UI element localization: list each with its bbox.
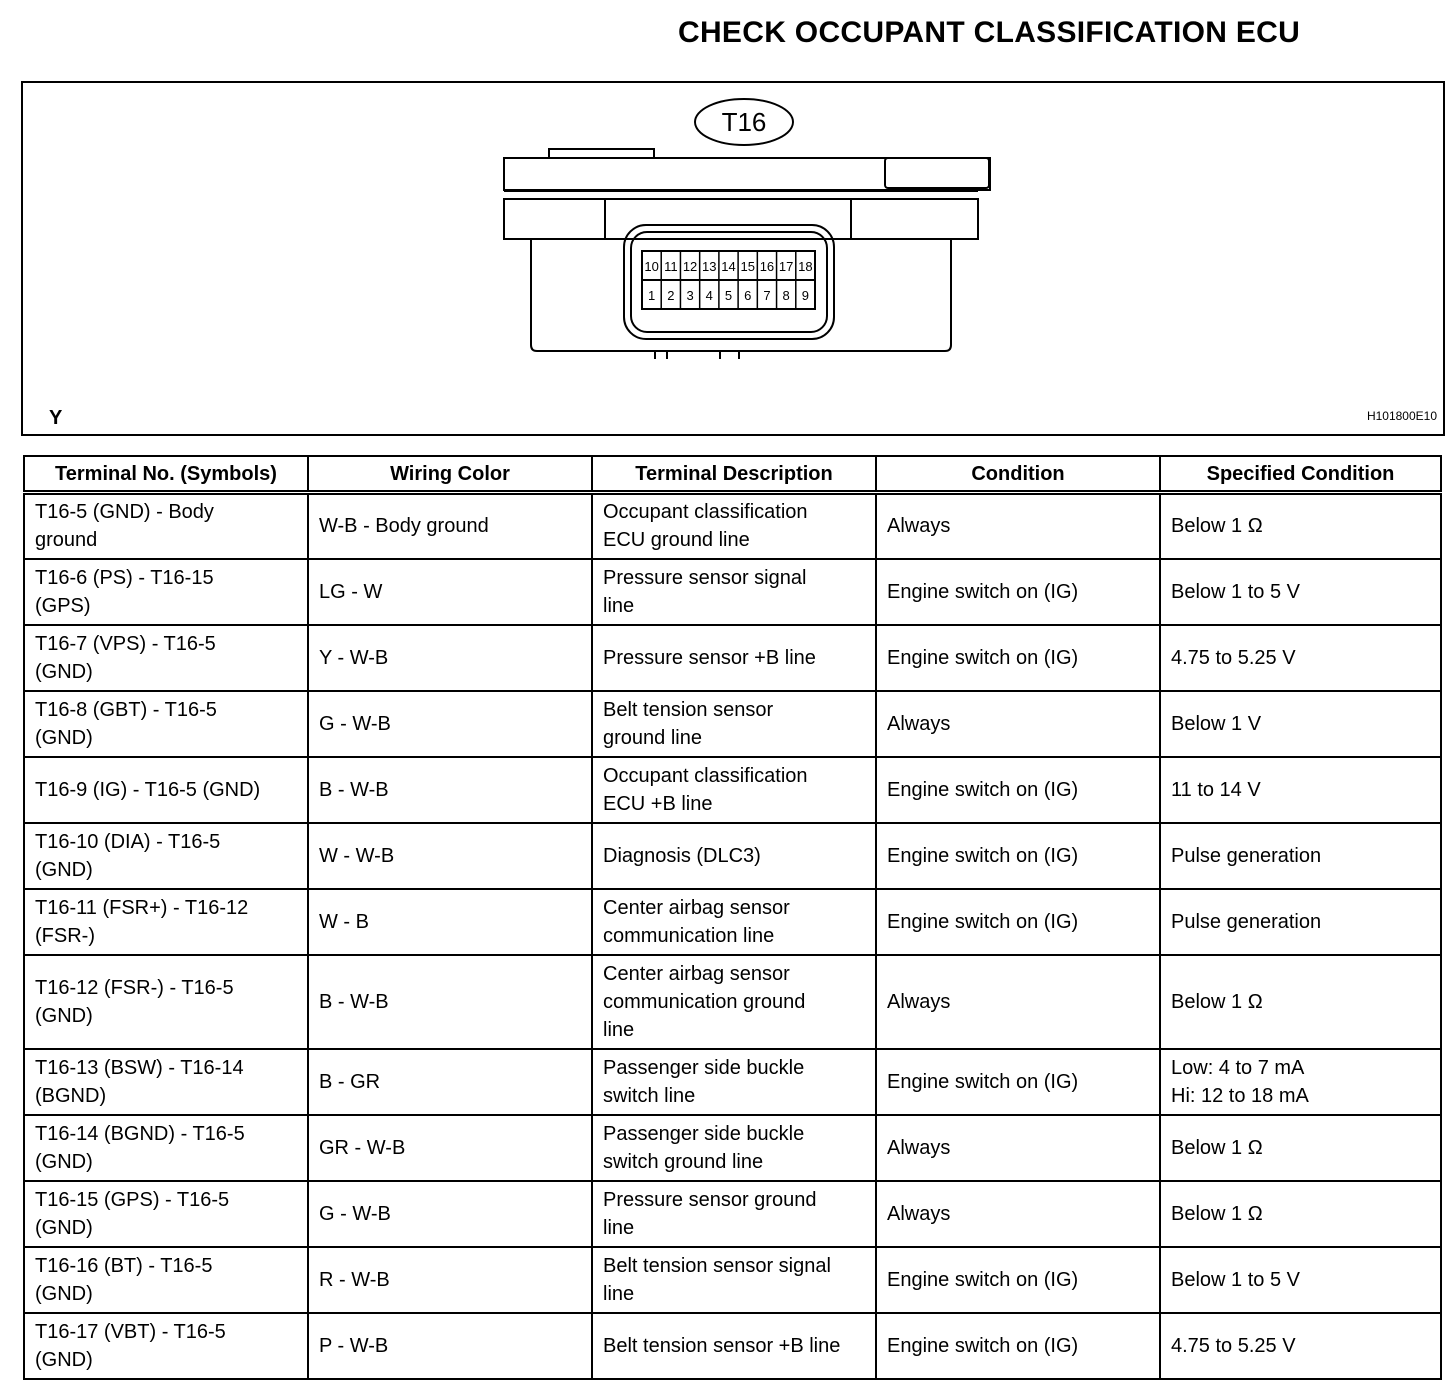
table-row — [24, 1115, 1441, 1181]
wiring-color-cell: W - B — [308, 889, 592, 955]
description-cell: Occupant classification ECU +B line — [592, 757, 876, 823]
figure-code: H101800E10 — [1366, 409, 1437, 423]
table-row — [24, 1049, 1441, 1115]
table-row — [24, 889, 1441, 955]
specified-condition-cell: Below 1 Ω — [1160, 1181, 1441, 1247]
terminal-cell: T16-13 (BSW) - T16-14 (BGND) — [24, 1049, 308, 1115]
pin-number: 13 — [702, 259, 717, 274]
description-cell: Belt tension sensor signal line — [592, 1247, 876, 1313]
table-row — [24, 1313, 1441, 1379]
terminal-cell: T16-17 (VBT) - T16-5 (GND) — [24, 1313, 308, 1379]
specified-condition-cell: 4.75 to 5.25 V — [1160, 1313, 1441, 1379]
pin-number: 7 — [763, 288, 771, 303]
terminal-cell: T16-15 (GPS) - T16-5 (GND) — [24, 1181, 308, 1247]
terminal-cell: T16-8 (GBT) - T16-5 (GND) — [24, 691, 308, 757]
description-cell: Occupant classification ECU ground line — [592, 493, 876, 559]
wiring-color-cell: B - GR — [308, 1049, 592, 1115]
condition-cell: Engine switch on (IG) — [876, 559, 1160, 625]
wiring-color-cell: G - W-B — [308, 691, 592, 757]
specified-condition-cell: 4.75 to 5.25 V — [1160, 625, 1441, 691]
pin-number: 8 — [782, 288, 790, 303]
condition-cell: Engine switch on (IG) — [876, 757, 1160, 823]
pin-number: 17 — [778, 259, 794, 274]
connector-label: T16 — [721, 107, 767, 137]
table-row — [24, 823, 1441, 889]
condition-cell: Engine switch on (IG) — [876, 889, 1160, 955]
terminal-cell: T16-7 (VPS) - T16-5 (GND) — [24, 625, 308, 691]
description-cell: Center airbag sensor communication ground line — [592, 955, 876, 1049]
connector-diagram — [23, 83, 1443, 434]
description-cell: Pressure sensor +B line — [592, 625, 876, 691]
pin-number: 1 — [647, 288, 656, 303]
page-title: CHECK OCCUPANT CLASSIFICATION ECU — [678, 16, 1301, 49]
terminal-cell: T16-5 (GND) - Body ground — [24, 493, 308, 559]
condition-cell: Engine switch on (IG) — [876, 1313, 1160, 1379]
wiring-color-cell: P - W-B — [308, 1313, 592, 1379]
table-row — [24, 559, 1441, 625]
condition-cell: Engine switch on (IG) — [876, 625, 1160, 691]
terminal-cell: T16-6 (PS) - T16-15 (GPS) — [24, 559, 308, 625]
pin-number: 9 — [801, 288, 810, 303]
specified-condition-cell: 11 to 14 V — [1160, 757, 1441, 823]
pin-number: 2 — [667, 288, 675, 303]
specified-condition-cell: Below 1 V — [1160, 691, 1441, 757]
terminal-cell: T16-9 (IG) - T16-5 (GND) — [24, 757, 308, 823]
description-cell: Passenger side buckle switch line — [592, 1049, 876, 1115]
pin-number: 18 — [798, 259, 813, 274]
pin-number: 11 — [664, 259, 678, 274]
terminal-cell: T16-10 (DIA) - T16-5 (GND) — [24, 823, 308, 889]
header-terminal-description: Terminal Description — [592, 456, 876, 493]
description-cell: Center airbag sensor communication line — [592, 889, 876, 955]
header-specified-condition: Specified Condition — [1160, 456, 1441, 493]
condition-cell: Engine switch on (IG) — [876, 1049, 1160, 1115]
view-label: Y — [49, 407, 63, 429]
specified-condition-cell: Below 1 to 5 V — [1160, 1247, 1441, 1313]
table-row — [24, 1181, 1441, 1247]
pin-number: 5 — [724, 288, 733, 303]
condition-cell: Always — [876, 691, 1160, 757]
wiring-color-cell: GR - W-B — [308, 1115, 592, 1181]
table-row — [24, 1247, 1441, 1313]
wiring-color-cell: G - W-B — [308, 1181, 592, 1247]
header-terminal: Terminal No. (Symbols) — [24, 456, 308, 493]
table-row — [24, 757, 1441, 823]
description-cell: Diagnosis (DLC3) — [592, 823, 876, 889]
specified-condition-cell: Below 1 Ω — [1160, 955, 1441, 1049]
table-row — [24, 625, 1441, 691]
specified-condition-cell: Below 1 Ω — [1160, 493, 1441, 559]
wiring-color-cell: R - W-B — [308, 1247, 592, 1313]
connector-figure — [21, 81, 1445, 436]
pin-number: 16 — [759, 259, 775, 274]
wiring-color-cell: W-B - Body ground — [308, 493, 592, 559]
pin-number: 14 — [721, 259, 736, 274]
wiring-color-cell: Y - W-B — [308, 625, 592, 691]
terminal-cell: T16-11 (FSR+) - T16-12 (FSR-) — [24, 889, 308, 955]
pin-number: 3 — [686, 288, 694, 303]
terminal-cell: T16-14 (BGND) - T16-5 (GND) — [24, 1115, 308, 1181]
condition-cell: Always — [876, 1181, 1160, 1247]
terminal-cell: T16-16 (BT) - T16-5 (GND) — [24, 1247, 308, 1313]
wiring-color-cell: B - W-B — [308, 955, 592, 1049]
specified-condition-cell: Below 1 to 5 V — [1160, 559, 1441, 625]
condition-cell: Always — [876, 955, 1160, 1049]
description-cell: Pressure sensor signal line — [592, 559, 876, 625]
specified-condition-cell: Low: 4 to 7 mA Hi: 12 to 18 mA — [1160, 1049, 1441, 1115]
specified-condition-cell: Pulse generation — [1160, 823, 1441, 889]
pin-number: 10 — [644, 259, 659, 274]
description-cell: Belt tension sensor ground line — [592, 691, 876, 757]
pin-number: 12 — [682, 259, 698, 274]
table-row — [24, 691, 1441, 757]
wiring-color-cell: W - W-B — [308, 823, 592, 889]
pin-number: 4 — [705, 288, 713, 303]
table-row — [24, 493, 1441, 559]
table-body — [24, 493, 1441, 1379]
description-cell: Belt tension sensor +B line — [592, 1313, 876, 1379]
pin-number: 6 — [744, 288, 752, 303]
table-row — [24, 955, 1441, 1049]
description-cell: Pressure sensor ground line — [592, 1181, 876, 1247]
terminal-cell: T16-12 (FSR-) - T16-5 (GND) — [24, 955, 308, 1049]
table-header-row — [24, 456, 1441, 493]
condition-cell: Engine switch on (IG) — [876, 1247, 1160, 1313]
connector-body — [504, 149, 990, 359]
description-cell: Passenger side buckle switch ground line — [592, 1115, 876, 1181]
condition-cell: Always — [876, 1115, 1160, 1181]
pin-number: 15 — [740, 259, 755, 274]
specified-condition-cell: Below 1 Ω — [1160, 1115, 1441, 1181]
wiring-color-cell: LG - W — [308, 559, 592, 625]
condition-cell: Engine switch on (IG) — [876, 823, 1160, 889]
specification-table — [23, 455, 1442, 1380]
wiring-color-cell: B - W-B — [308, 757, 592, 823]
header-condition: Condition — [876, 456, 1160, 493]
specified-condition-cell: Pulse generation — [1160, 889, 1441, 955]
header-wiring-color: Wiring Color — [308, 456, 592, 493]
condition-cell: Always — [876, 493, 1160, 559]
